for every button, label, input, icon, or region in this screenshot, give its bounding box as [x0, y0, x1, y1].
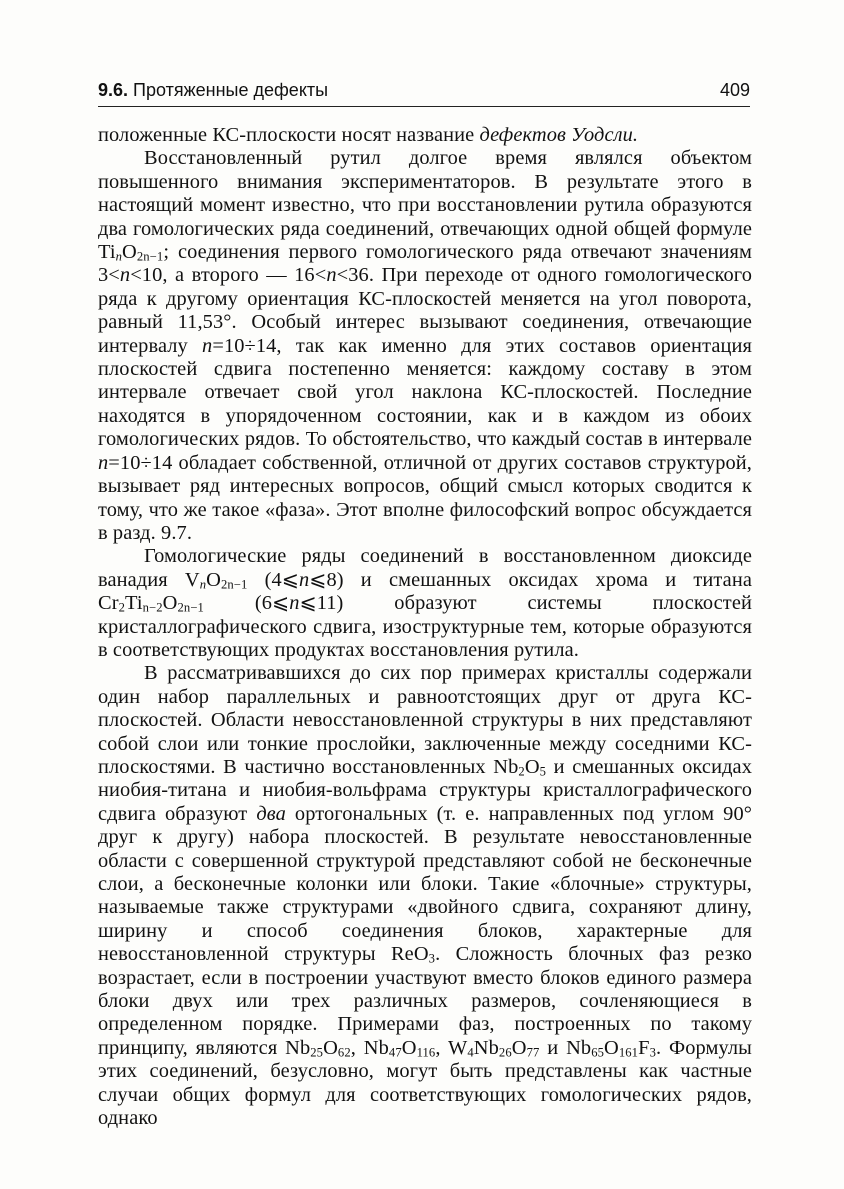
text-run: ⩽11) образуют системы плоскостей кристаллографического сдвига, изоструктурные тем, которые образуются в соответствующих продуктах восстановления рутила.: [98, 592, 752, 661]
text-run: положенные КС-плоскости носят название: [98, 124, 480, 146]
text-run: Восстановленный рутил долгое время являлся объектом повышенного внимания экспериментаторов. В результате этого в настоящий момент известно, что при восстановлении рутила образуются два гомологических ряда соединений, отвечающих одной общей формуле Ti: [98, 147, 752, 264]
text-run: В рассматривавшихся до сих пор примерах кристаллы содержали один набор параллельных и равноотстоящих друг от друга КС-плоскостей. Области невосстановленной структуры в них представляют собой слои или тонкие прослойки, заключенные между соседними КС-плоскостями. В частично восстановленных Nb: [98, 662, 752, 778]
text-run: <10, а второго — 16<: [130, 264, 327, 287]
subscript: 77: [526, 1045, 540, 1060]
italic-text: дефектов Уодсли.: [479, 124, 639, 146]
section-title: Протяженные дефекты: [133, 80, 329, 100]
paragraph: [98, 545, 752, 662]
running-header: [98, 76, 750, 107]
subscript: 4: [467, 1045, 474, 1060]
text-run: и Nb: [539, 1036, 592, 1059]
text-run: . Формулы этих соединений, безусловно, могут быть представлены как частные случаи общих формул для соответствующих гомологических рядов, однако: [98, 1036, 752, 1130]
text-run: Гомологические ряды соединений в восстановленном диоксиде ванадия V: [98, 545, 752, 591]
italic-text: n: [119, 264, 131, 287]
subscript: 3: [428, 951, 436, 966]
subscript: n: [115, 249, 123, 264]
text-run: O: [604, 1036, 619, 1059]
subscript: 2n−1: [220, 577, 248, 592]
italic-text: n: [326, 264, 337, 287]
text-run: O: [206, 568, 221, 591]
subscript: 161: [618, 1045, 639, 1060]
subscript: 47: [388, 1045, 402, 1060]
text-run: F: [638, 1036, 650, 1059]
subscript: 65: [591, 1045, 605, 1060]
subscript: 25: [310, 1045, 324, 1060]
italic-text: n: [298, 568, 310, 591]
subscript: n: [199, 577, 207, 592]
subscript: 2n−1: [177, 600, 204, 615]
italic-text: n: [98, 451, 109, 474]
text-run: O: [122, 241, 137, 264]
italic-text: n: [289, 592, 300, 615]
italic-text: n: [202, 334, 213, 357]
section-number: 9.6.: [98, 80, 129, 100]
page-number: 409: [719, 80, 750, 100]
paragraph: [98, 147, 752, 545]
paragraph: [98, 124, 752, 147]
text-run: (6⩽: [203, 592, 290, 615]
text-run: O: [401, 1036, 417, 1059]
text-run: ⩽8) и смешанных оксидах хрома и титана Cr: [98, 568, 752, 615]
text-run: (4⩽: [247, 568, 299, 591]
subscript: 2n−1: [136, 249, 164, 264]
text-run: Ti: [125, 592, 143, 615]
text-run: O: [524, 755, 540, 778]
text-run: и смешанных оксидах ниобия-титана и ниобия-вольфрама структуры кристаллографического сдвига образуют: [98, 755, 753, 825]
section-heading: [98, 76, 328, 104]
subscript: 62: [337, 1045, 351, 1060]
subscript: 3: [649, 1045, 656, 1060]
subscript: 26: [498, 1045, 512, 1060]
subscript: 2: [518, 764, 525, 779]
text-run: <36. При переходе от одного гомологического ряда к другому ориентация КС-плоскостей меняется на угол поворота, равный 11,53°. Особый интерес вызывают соединения, отвечающие интервалу: [98, 264, 752, 357]
text-run: ортогональных (т. е. направленных под углом 90° друг к другу) набора плоскостей. В результате невосстановленные области с совершенной структурой представляют собой не бесконечные слои, а бесконечные колонки или блоки. Такие «блочные» структуры, называемые также структурами «двойного сдвига, сохраняют длину, ширину и способ соединения блоков, характерные для невосстановленной структуры ReO: [98, 802, 752, 966]
body-text: [98, 124, 752, 1130]
text-run: O: [162, 592, 178, 615]
text-run: Nb: [473, 1036, 499, 1059]
text-run: . Сложность блочных фаз резко возрастает, если в построении участвуют вместо блоков единого размера блоки двух или трех различных размеров, сочленяющиеся в определенном порядке. Примерами фаз, построенных по такому принципу, являются Nb: [98, 943, 752, 1059]
text-run: ; соединения первого гомологического ряда отвечают значениям 3<: [98, 241, 752, 287]
subscript: 2: [118, 600, 126, 615]
subscript: 116: [416, 1045, 436, 1060]
text-run: , W: [435, 1036, 468, 1059]
text-run: O: [511, 1036, 527, 1059]
text-run: O: [323, 1036, 338, 1059]
text-run: =10÷14 обладает собственной, отличной от других составов структурой, вызывает ряд интересных вопросов, общий смысл которых сводится к тому, что же такое «фаза». Этот вполне философский вопрос обсуждается в разд. 9.7.: [98, 451, 752, 544]
subscript: n−2: [142, 600, 163, 615]
subscript: 5: [539, 764, 547, 779]
paragraph: [98, 662, 752, 1130]
text-run: =10÷14, так как именно для этих составов ориентация плоскостей сдвига постепенно меняется: каждому составу в этом интервале отвечает свой угол наклона КС-плоскостей. Последние находятся в упорядоченном состоянии, как и в каждом из обоих гомологических рядов. То обстоятельство, что каждый состав в интервале: [98, 334, 752, 451]
italic-text: два: [256, 802, 286, 825]
text-run: , Nb: [350, 1036, 389, 1059]
